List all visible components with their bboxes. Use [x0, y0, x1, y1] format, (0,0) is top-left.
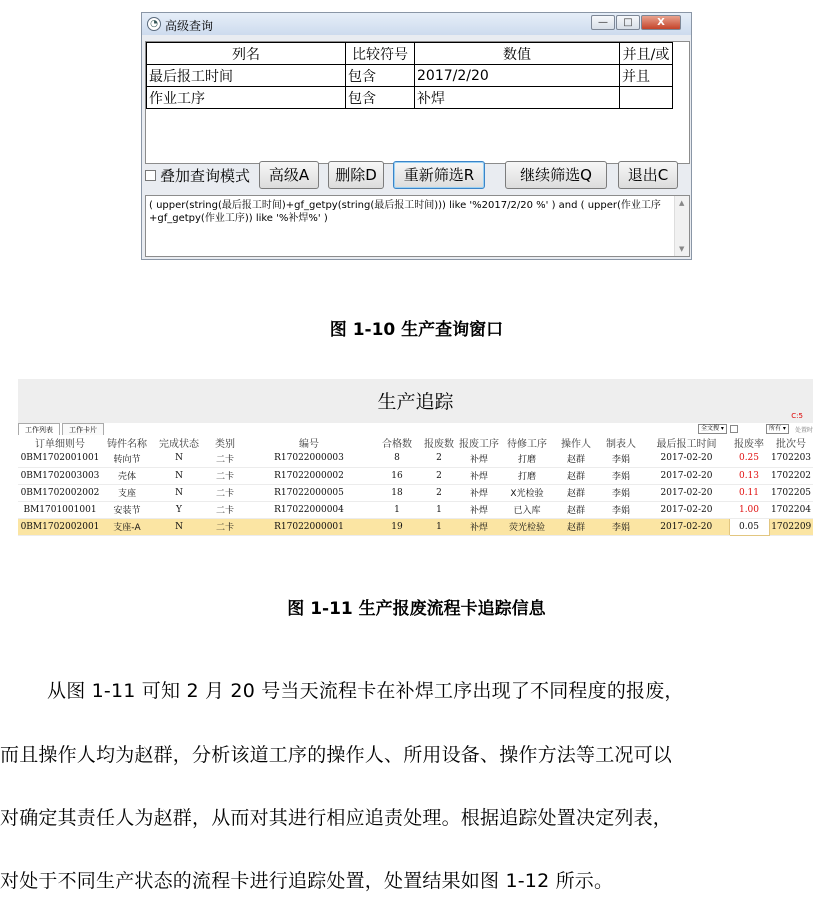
- cell: 李娟: [598, 484, 644, 501]
- cell: 8: [374, 450, 420, 467]
- cell: 16: [374, 467, 420, 484]
- cell: 荧光检验: [500, 518, 554, 535]
- cell: 1702202: [769, 467, 813, 484]
- corner-label: C:5: [791, 412, 803, 420]
- cell: 二卡: [206, 501, 244, 518]
- cell: 赵群: [554, 467, 598, 484]
- scrap-rate-cell[interactable]: 0.05: [729, 518, 769, 535]
- scope-dropdown[interactable]: 所有 ▾: [766, 424, 789, 434]
- cell: 壳体: [102, 467, 152, 484]
- table-row-selected[interactable]: [18, 518, 813, 535]
- query-condition-table: [146, 42, 673, 109]
- condition-logic-cell[interactable]: 并且: [620, 65, 673, 87]
- minimize-button[interactable]: —: [591, 15, 615, 30]
- cell: 补焊: [458, 484, 500, 501]
- cell: 李娟: [598, 450, 644, 467]
- cell: 1702204: [769, 501, 813, 518]
- cell: 李娟: [598, 501, 644, 518]
- cell: 1702209: [769, 518, 813, 535]
- condition-column-cell[interactable]: 作业工序: [147, 87, 346, 109]
- tab-work-list[interactable]: 工作列表: [18, 423, 60, 435]
- production-tracking-screen: [18, 379, 813, 545]
- cell: 2017-02-20: [644, 518, 729, 535]
- disposal-label: 处置时: [795, 427, 814, 434]
- cell: 2017-02-20: [644, 501, 729, 518]
- col-batch-no[interactable]: 批次号: [769, 435, 813, 450]
- grid-header-operator: 比较符号: [346, 43, 415, 65]
- tracking-header: [18, 379, 813, 423]
- cell: 二卡: [206, 484, 244, 501]
- cell: 支座-A: [102, 518, 152, 535]
- cell: 0BM1702002002: [18, 484, 102, 501]
- cell: 补焊: [458, 518, 500, 535]
- cell: X光检验: [500, 484, 554, 501]
- scrap-rate-cell: 0.11: [729, 484, 769, 501]
- overlay-mode-checkbox[interactable]: [145, 170, 156, 181]
- tracking-header-row: [18, 435, 813, 450]
- cell: N: [152, 467, 206, 484]
- continue-filter-button[interactable]: 继续筛选Q: [505, 161, 607, 189]
- advanced-query-dialog: [141, 12, 692, 260]
- cell: N: [152, 450, 206, 467]
- cell: 二卡: [206, 450, 244, 467]
- col-scrap[interactable]: 报废数: [420, 435, 458, 450]
- cell: 2017-02-20: [644, 450, 729, 467]
- col-order-no[interactable]: 订单细则号: [18, 435, 102, 450]
- cell: 1702205: [769, 484, 813, 501]
- cell: 补焊: [458, 467, 500, 484]
- filter-checkbox[interactable]: [730, 425, 738, 433]
- dialog-title: 高级查询: [165, 19, 214, 33]
- scrap-rate-cell: 0.13: [729, 467, 769, 484]
- cell: 李娟: [598, 467, 644, 484]
- figure-caption-1-11: 图 1-11 生产报废流程卡追踪信息: [287, 599, 546, 619]
- paragraph-line-4: 对处于不同生产状态的流程卡进行追踪处置，处置结果如图 1-12 所示。: [0, 870, 614, 892]
- paragraph-line-1: 从图 1-11 可知 2 月 20 号当天流程卡在补焊工序出现了不同程度的报废，: [47, 680, 684, 702]
- exit-button[interactable]: 退出C: [618, 161, 678, 189]
- condition-operator-cell[interactable]: 包含: [346, 65, 415, 87]
- cell: R17022000005: [244, 484, 374, 501]
- paragraph-line-2: 而且操作人均为赵群，分析该道工序的操作人、所用设备、操作方法等工况可以: [0, 744, 673, 766]
- tab-work-card[interactable]: 工作卡片: [62, 423, 104, 435]
- cell: 二卡: [206, 518, 244, 535]
- cell: 1: [374, 501, 420, 518]
- cell: 补焊: [458, 501, 500, 518]
- col-code[interactable]: 编号: [244, 435, 374, 450]
- cell: 打磨: [500, 467, 554, 484]
- cell: R17022000004: [244, 501, 374, 518]
- cell: 19: [374, 518, 420, 535]
- fulltext-search-label: 全文搜: [701, 425, 720, 432]
- advanced-button[interactable]: 高级A: [259, 161, 319, 189]
- col-tabulator[interactable]: 制表人: [598, 435, 644, 450]
- sql-line-2: +gf_getpy(作业工序)) like '%补焊%' ): [149, 213, 328, 224]
- table-row[interactable]: [18, 450, 813, 467]
- cell: 1: [420, 518, 458, 535]
- cell: 赵群: [554, 501, 598, 518]
- col-qualified[interactable]: 合格数: [374, 435, 420, 450]
- cell: 赵群: [554, 484, 598, 501]
- cell: 0BM1702002001: [18, 518, 102, 535]
- scroll-up-icon[interactable]: ▲: [679, 199, 685, 207]
- fulltext-search-dropdown[interactable]: 全文搜 ▾: [698, 424, 727, 434]
- cell: 2017-02-20: [644, 467, 729, 484]
- col-casting-name[interactable]: 铸件名称: [102, 435, 152, 450]
- maximize-button[interactable]: □: [616, 15, 640, 30]
- cell: R17022000001: [244, 518, 374, 535]
- grid-header-logic: 并且/或: [620, 43, 673, 65]
- condition-value-cell[interactable]: 2017/2/20: [415, 65, 620, 87]
- dialog-titlebar[interactable]: [142, 13, 691, 35]
- cell: 李娟: [598, 518, 644, 535]
- condition-operator-cell[interactable]: 包含: [346, 87, 415, 109]
- scrap-rate-cell: 0.25: [729, 450, 769, 467]
- scroll-down-icon[interactable]: ▼: [679, 245, 685, 253]
- cell: 18: [374, 484, 420, 501]
- tracking-tabs: [18, 423, 106, 435]
- cell: N: [152, 518, 206, 535]
- cell: 转向节: [102, 450, 152, 467]
- condition-logic-cell[interactable]: [620, 87, 673, 109]
- condition-row[interactable]: [147, 65, 673, 87]
- cell: N: [152, 484, 206, 501]
- tracking-title: 生产追踪: [377, 391, 454, 413]
- cell: 1702203: [769, 450, 813, 467]
- condition-column-cell[interactable]: 最后报工时间: [147, 65, 346, 87]
- cell: 0BM1702003003: [18, 467, 102, 484]
- cell: 赵群: [554, 450, 598, 467]
- cell: R17022000003: [244, 450, 374, 467]
- overlay-mode-label: 叠加查询模式: [160, 167, 251, 185]
- cell: 赵群: [554, 518, 598, 535]
- dialog-controls: [145, 161, 690, 191]
- delete-button[interactable]: 删除D: [328, 161, 384, 189]
- sql-scrollbar[interactable]: [674, 196, 689, 256]
- col-pending-process[interactable]: 待修工序: [500, 435, 554, 450]
- cell: 支座: [102, 484, 152, 501]
- col-category[interactable]: 类别: [206, 435, 244, 450]
- table-row[interactable]: [18, 467, 813, 484]
- query-condition-grid[interactable]: [145, 41, 690, 164]
- figure-caption-1-10: 图 1-10 生产查询窗口: [329, 320, 504, 340]
- refilter-button[interactable]: 重新筛选R: [393, 161, 485, 189]
- cell: 2017-02-20: [644, 484, 729, 501]
- close-button[interactable]: X: [641, 15, 681, 30]
- table-row[interactable]: [18, 484, 813, 501]
- cell: 2: [420, 450, 458, 467]
- paragraph-line-3: 对确定其责任人为赵群，从而对其进行相应追责处理。根据追踪处置决定列表，: [0, 807, 673, 829]
- cell: Y: [152, 501, 206, 518]
- col-scrap-rate[interactable]: 报废率: [729, 435, 769, 450]
- grid-header-column-name: 列名: [147, 43, 346, 65]
- scope-label: 所有: [769, 425, 782, 432]
- grid-header-value: 数值: [415, 43, 620, 65]
- col-last-report-time[interactable]: 最后报工时间: [644, 435, 729, 450]
- cell: 已入库: [500, 501, 554, 518]
- cell: 安装节: [102, 501, 152, 518]
- condition-row[interactable]: [147, 87, 673, 109]
- col-operator[interactable]: 操作人: [554, 435, 598, 450]
- col-scrap-process[interactable]: 报废工序: [458, 435, 500, 450]
- table-row[interactable]: [18, 501, 813, 518]
- cell: 0BM1702001001: [18, 450, 102, 467]
- col-status[interactable]: 完成状态: [152, 435, 206, 450]
- query-app-icon: ◔: [147, 17, 161, 31]
- cell: 2: [420, 484, 458, 501]
- cell: 1: [420, 501, 458, 518]
- cell: BM1701001001: [18, 501, 102, 518]
- cell: 二卡: [206, 467, 244, 484]
- tracking-table: [18, 435, 813, 536]
- sql-preview-textarea[interactable]: [145, 195, 690, 257]
- condition-value-cell[interactable]: 补焊: [415, 87, 620, 109]
- cell: 补焊: [458, 450, 500, 467]
- scrap-rate-cell: 1.00: [729, 501, 769, 518]
- cell: R17022000002: [244, 467, 374, 484]
- cell: 打磨: [500, 450, 554, 467]
- cell: 2: [420, 467, 458, 484]
- sql-line-1: ( upper(string(最后报工时间)+gf_getpy(string(最后报工时间))) like '%2017/2/20 %' ) and ( upper(作业工序: [149, 200, 661, 211]
